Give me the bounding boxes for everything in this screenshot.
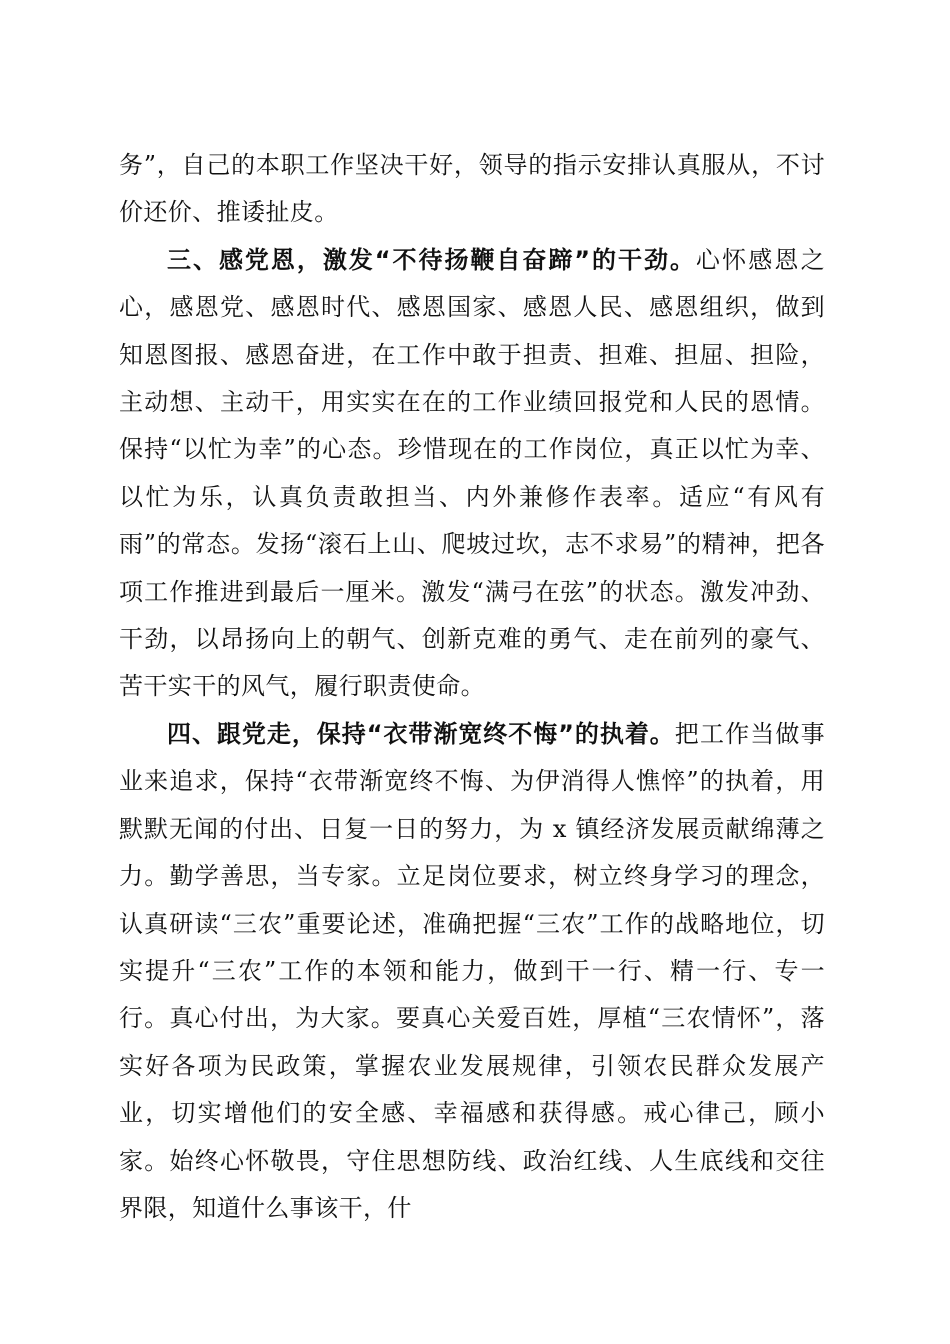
paragraph-section-four bbox=[119, 711, 825, 1232]
paragraph-body: 把工作当做事业来追求，保持“衣带渐宽终不悔、为伊消得人憔悴”的执着，用默默无闻的付出、日复一日的努力，为 x 镇经济发展贡献绵薄之力。勤学善思，当专家。立足岗位要求，树立终身学习的理念，认真研读“三农”重要论述，准确把握“三农”工作的战略地位，切实提升“三农”工作的本领和能力，做到干一行、精一行、专一行。真心付出，为大家。要真心关爱百姓，厚植“三农情怀”，落实好各项为民政策，掌握农业发展规律，引领农民群众发展产业，切实增他们的安全感、幸福感和获得感。戒心律己，顾小家。始终心怀敬畏，守住思想防线、政治红线、人生底线和交往界限，知道什么事该干，什 bbox=[119, 719, 825, 1222]
paragraph-section-three bbox=[119, 237, 825, 711]
paragraph-body: 心怀感恩之心，感恩党、感恩时代、感恩国家、感恩人民、感恩组织，做到知恩图报、感恩奋进，在工作中敢于担责、担难、担屈、担险，主动想、主动干，用实实在在的工作业绩回报党和人民的恩情。保持“以忙为幸”的心态。珍惜现在的工作岗位，真正以忙为幸、以忙为乐，认真负责敢担当、内外兼修作表率。适应“有风有雨”的常态。发扬“滚石上山、爬坡过坎，志不求易”的精神，把各项工作推进到最后一厘米。激发“满弓在弦”的状态。激发冲劲、干劲，以昂扬向上的朝气、创新克难的勇气、走在前列的豪气、苦干实干的风气，履行职责使命。 bbox=[119, 245, 826, 701]
body-text bbox=[119, 142, 825, 1232]
section-heading: 四、跟党走，保持“衣带渐宽终不悔”的执着。 bbox=[167, 719, 675, 748]
section-heading: 三、感党恩，激发“不待扬鞭自奋蹄”的干劲。 bbox=[167, 245, 696, 274]
paragraph-body: 务”，自己的本职工作坚决干好，领导的指示安排认真服从，不讨价还价、推诿扯皮。 bbox=[119, 151, 825, 227]
paragraph-continuation bbox=[119, 142, 825, 237]
